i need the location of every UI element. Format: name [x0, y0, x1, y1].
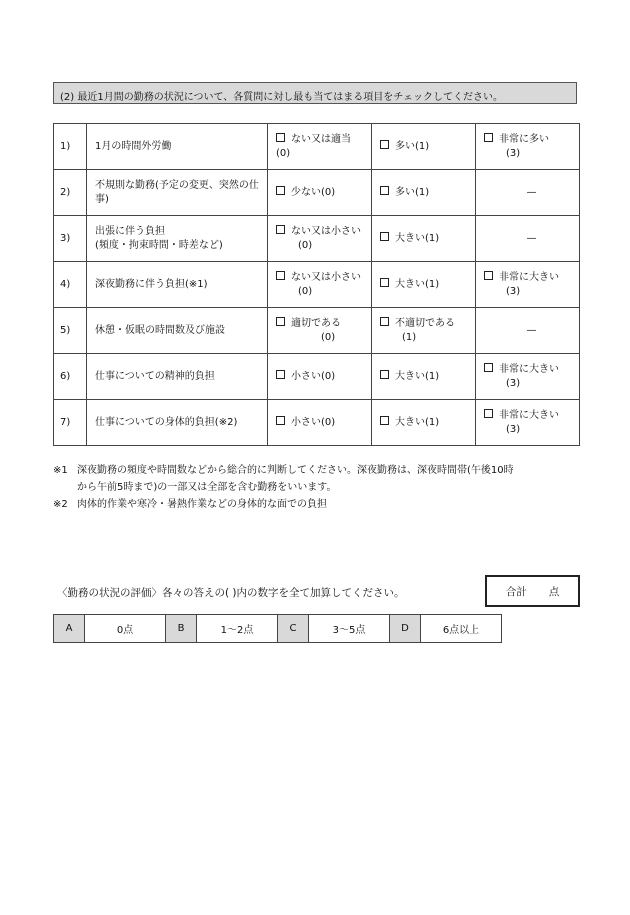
option-cell[interactable]: ない又は適当 (0) [268, 124, 372, 170]
option-cell[interactable]: ない又は小さい (0) [268, 262, 372, 308]
question-text: 休憩・仮眠の時間数及び施設 [87, 308, 268, 354]
table-row [54, 354, 580, 400]
option-cell[interactable]: 非常に大きい (3) [476, 262, 580, 308]
row-number: 6) [54, 354, 87, 400]
option-cell[interactable]: 小さい(0) [268, 400, 372, 446]
checkbox-icon[interactable] [484, 133, 493, 142]
option-cell[interactable]: 非常に大きい (3) [476, 400, 580, 446]
total-label: 合計 [505, 585, 527, 598]
option-cell[interactable]: ない又は小さい (0) [268, 216, 372, 262]
question-text: 不規則な勤務(予定の変更、突然の仕事) [87, 170, 268, 216]
grade-range: 1〜2点 [197, 615, 278, 643]
option-cell-empty: — [476, 170, 580, 216]
evaluation-instruction: 〈勤務の状況の評価〉各々の答えの( )内の数字を全て加算してください。 [57, 587, 405, 599]
question-text: 出張に伴う負担 (頻度・拘束時間・時差など) [87, 216, 268, 262]
grade-label: C [278, 615, 309, 643]
option-cell[interactable]: 非常に大きい (3) [476, 354, 580, 400]
question-text: 1月の時間外労働 [87, 124, 268, 170]
option-cell-empty: — [476, 308, 580, 354]
grade-range: 3〜5点 [309, 615, 390, 643]
checkbox-icon[interactable] [276, 317, 285, 326]
grade-range: 6点以上 [421, 615, 502, 643]
checkbox-icon[interactable] [276, 133, 285, 142]
checkbox-icon[interactable] [276, 225, 285, 234]
footnotes [53, 462, 583, 513]
row-number: 4) [54, 262, 87, 308]
option-cell[interactable]: 多い(1) [372, 170, 476, 216]
row-number: 1) [54, 124, 87, 170]
checkbox-icon[interactable] [380, 317, 389, 326]
option-cell[interactable]: 大きい(1) [372, 262, 476, 308]
questionnaire-table [53, 123, 580, 446]
checkbox-icon[interactable] [276, 370, 285, 379]
table-row [54, 262, 580, 308]
question-text: 仕事についての身体的負担(※2) [87, 400, 268, 446]
question-text: 深夜勤務に伴う負担(※1) [87, 262, 268, 308]
grade-label: D [390, 615, 421, 643]
checkbox-icon[interactable] [276, 271, 285, 280]
score-grade-table [53, 614, 502, 643]
grade-range: 0点 [85, 615, 166, 643]
table-row [54, 170, 580, 216]
total-unit: 点 [548, 585, 560, 598]
grade-label: B [166, 615, 197, 643]
row-number: 2) [54, 170, 87, 216]
checkbox-icon[interactable] [276, 416, 285, 425]
row-number: 3) [54, 216, 87, 262]
checkbox-icon[interactable] [380, 370, 389, 379]
option-cell[interactable]: 大きい(1) [372, 216, 476, 262]
option-cell[interactable]: 適切である (0) [268, 308, 372, 354]
option-cell[interactable]: 不適切である (1) [372, 308, 476, 354]
section-header: (2) 最近1月間の勤務の状況について、各質問に対し最も当てはまる項目をチェックしてください。 [53, 82, 577, 104]
checkbox-icon[interactable] [380, 278, 389, 287]
checkbox-icon[interactable] [484, 409, 493, 418]
checkbox-icon[interactable] [380, 232, 389, 241]
footnote-1: ※1 深夜勤務の頻度や時間数などから総合的に判断してください。深夜勤務は、深夜時間帯(午後10時 から午前5時まで)の一部又は全部を含む勤務をいいます。 [53, 465, 514, 493]
table-row [54, 400, 580, 446]
option-cell[interactable]: 大きい(1) [372, 354, 476, 400]
row-number: 5) [54, 308, 87, 354]
option-cell[interactable]: 小さい(0) [268, 354, 372, 400]
footnote-2: ※2 肉体的作業や寒冷・暑熱作業などの身体的な面での負担 [53, 499, 327, 510]
checkbox-icon[interactable] [380, 140, 389, 149]
checkbox-icon[interactable] [484, 363, 493, 372]
question-text: 仕事についての精神的負担 [87, 354, 268, 400]
option-cell[interactable]: 少ない(0) [268, 170, 372, 216]
total-score-box[interactable] [485, 575, 580, 607]
checkbox-icon[interactable] [276, 186, 285, 195]
row-number: 7) [54, 400, 87, 446]
checkbox-icon[interactable] [380, 186, 389, 195]
option-cell-empty: — [476, 216, 580, 262]
table-row [54, 308, 580, 354]
checkbox-icon[interactable] [380, 416, 389, 425]
table-row [54, 124, 580, 170]
option-cell[interactable]: 多い(1) [372, 124, 476, 170]
option-cell[interactable]: 非常に多い (3) [476, 124, 580, 170]
option-cell[interactable]: 大きい(1) [372, 400, 476, 446]
table-row [54, 216, 580, 262]
grade-label: A [54, 615, 85, 643]
checkbox-icon[interactable] [484, 271, 493, 280]
